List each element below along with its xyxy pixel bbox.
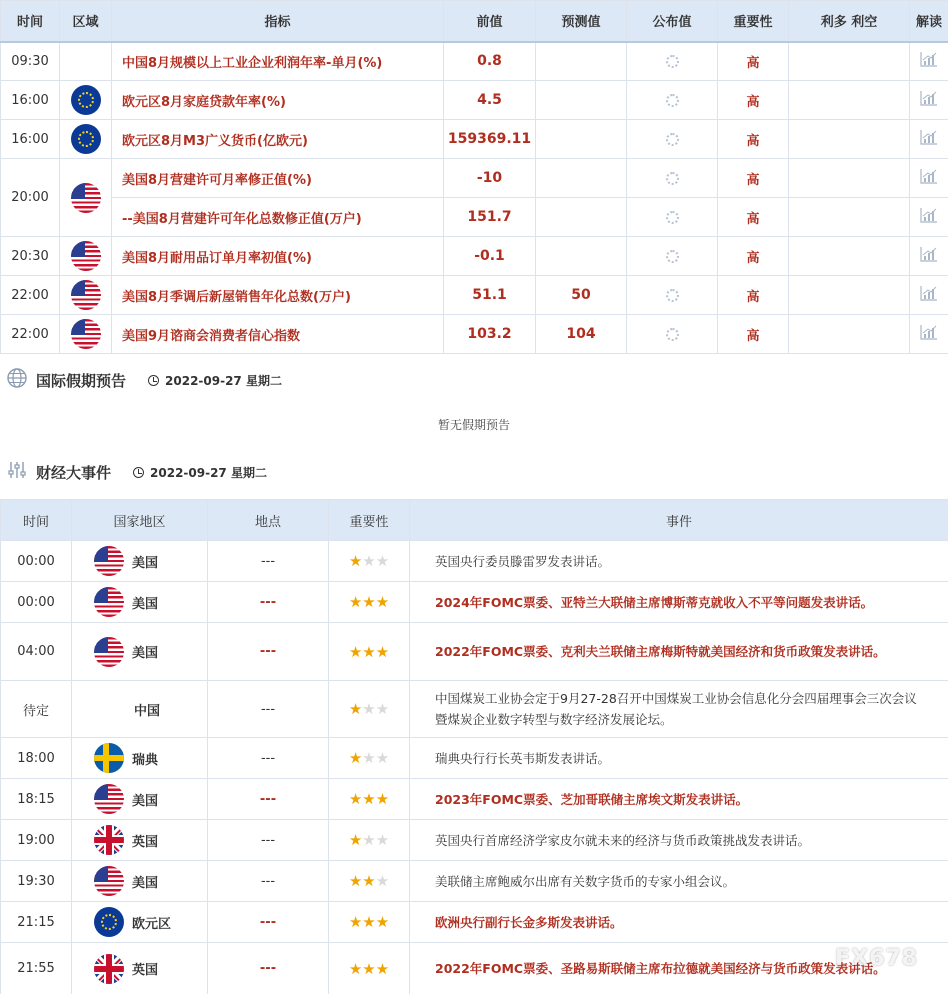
indicator-time: 16:00 [1,120,60,159]
event-place: --- [208,943,329,994]
clock-icon [133,467,144,478]
us-flag-icon [94,637,124,667]
event-country-name: 美国 [132,555,159,571]
event-time: 00:00 [1,541,72,582]
event-country-name: 瑞典 [132,752,159,768]
event-importance [329,902,410,943]
indicator-analysis[interactable] [910,198,948,237]
event-description: 2023年FOMC票委、芝加哥联储主席埃文斯发表讲话。 [410,779,948,820]
event-place: --- [208,820,329,861]
chart-analysis-icon[interactable] [920,129,938,149]
loading-spinner-icon [666,289,679,302]
loading-spinner-icon [666,328,679,341]
event-time: 04:00 [1,623,72,681]
us-flag-icon [71,319,101,349]
star-empty-icon: ★ [362,552,376,570]
importance-stars [349,872,389,890]
col-forecast: 预测值 [536,1,627,42]
indicator-impact [789,42,910,81]
indicator-time: 20:00 [1,159,60,237]
indicator-previous: -0.1 [444,237,536,276]
importance-stars [349,831,389,849]
event-place: --- [208,681,329,738]
eu-flag-icon [71,124,101,154]
eu-flag-icon [94,907,124,937]
sweden-flag-icon [94,743,124,773]
clock-icon [148,375,159,386]
watermark: FX678 [835,946,918,971]
event-country [72,541,208,582]
indicator-name[interactable]: 中国8月规模以上工业企业利润年率-单月(%) [112,42,444,81]
indicator-actual [627,159,718,198]
star-filled-icon: ★ [348,872,363,890]
indicator-actual [627,315,718,354]
indicator-actual [627,42,718,81]
loading-spinner-icon [666,133,679,146]
holiday-empty-message: 暂无假期预告 [437,418,510,432]
event-place: --- [208,779,329,820]
star-filled-icon: ★ [375,913,390,931]
event-description: 美联储主席鲍威尔出席有关数字货币的专家小组会议。 [410,861,948,902]
col-analysis: 解读 [910,1,948,42]
star-empty-icon: ★ [375,700,390,718]
event-time: 19:00 [1,820,72,861]
importance-stars [349,643,389,661]
indicator-row [1,159,948,198]
indicator-row [1,237,948,276]
indicator-time: 20:30 [1,237,60,276]
event-country [72,861,208,902]
importance-stars [349,749,389,767]
globe-icon [6,367,28,393]
event-row [1,681,948,738]
star-filled-icon: ★ [375,642,390,661]
star-filled-icon: ★ [375,959,390,978]
holiday-section-date: 2022-09-27 星期二 [165,373,282,388]
star-empty-icon: ★ [362,749,376,767]
loading-spinner-icon [666,94,679,107]
loading-spinner-icon [666,55,679,68]
event-time: 21:55 [1,943,72,994]
event-row [1,820,948,861]
col-event-time: 时间 [1,500,72,541]
event-row [1,582,948,623]
event-place: --- [208,582,329,623]
event-place: --- [208,738,329,779]
star-filled-icon: ★ [348,749,363,767]
star-filled-icon: ★ [348,790,363,808]
event-place: --- [208,541,329,582]
indicator-impact [789,198,910,237]
event-time: 待定 [1,681,72,738]
col-region: 区域 [60,1,112,42]
loading-spinner-icon [666,172,679,185]
event-description: 英国央行委员滕雷罗发表讲话。 [410,541,948,582]
event-country [72,943,208,994]
indicator-region [60,276,112,315]
indicator-forecast [536,159,627,198]
events-header-row [1,500,948,541]
star-filled-icon: ★ [362,913,376,931]
indicator-forecast [536,81,627,120]
event-country-name: 美国 [132,596,159,612]
indicator-previous: 103.2 [444,315,536,354]
indicator-forecast [536,42,627,81]
holiday-section-header [0,362,948,398]
indicator-time: 16:00 [1,81,60,120]
star-filled-icon: ★ [362,872,376,890]
star-filled-icon: ★ [348,959,363,978]
indicator-forecast [536,120,627,159]
event-description: 2022年FOMC票委、圣路易斯联储主席布拉德就美国经济与货币政策发表讲话。 [410,943,948,994]
event-importance [329,820,410,861]
importance-stars [349,552,389,570]
col-actual: 公布值 [627,1,718,42]
event-country-name: 美国 [132,646,159,661]
event-importance [329,582,410,623]
event-time: 18:15 [1,779,72,820]
importance-stars [349,790,389,808]
event-row [1,623,948,681]
event-country [72,902,208,943]
indicator-previous: 151.7 [444,198,536,237]
chart-analysis-icon[interactable] [920,246,938,266]
event-description: 英国央行首席经济学家皮尔就未来的经济与货币政策挑战发表讲话。 [410,820,948,861]
col-event-country: 国家地区 [72,500,208,541]
event-place: --- [208,623,329,681]
event-country-name: 美国 [132,793,159,809]
star-filled-icon: ★ [348,913,363,931]
indicator-analysis[interactable] [910,276,948,315]
indicator-actual [627,120,718,159]
chart-analysis-icon[interactable] [920,285,938,305]
indicator-region [60,315,112,354]
event-importance [329,738,410,779]
col-importance: 重要性 [718,1,789,42]
indicator-importance: 高 [718,42,789,81]
indicator-row [1,276,948,315]
event-row [1,943,948,994]
event-importance [329,779,410,820]
importance-stars [349,913,389,931]
indicator-row [1,120,948,159]
indicator-analysis[interactable] [910,315,948,354]
us-flag-icon [71,241,101,271]
chart-analysis-icon[interactable] [920,168,938,188]
indicator-analysis[interactable] [910,81,948,120]
indicator-importance: 高 [718,198,789,237]
indicator-impact [789,315,910,354]
indicator-actual [627,276,718,315]
star-empty-icon: ★ [362,831,376,849]
event-country-name: 中国 [134,703,161,719]
indicator-importance: 高 [718,159,789,198]
col-event-importance: 重要性 [329,500,410,541]
indicator-name[interactable]: 美国9月谘商会消费者信心指数 [112,315,444,354]
indicator-name[interactable]: 美国8月耐用品订单月率初值(%) [112,237,444,276]
star-empty-icon: ★ [375,749,390,767]
sliders-icon [6,459,28,485]
indicator-row [1,81,948,120]
indicator-actual [627,237,718,276]
indicator-region [60,120,112,159]
indicator-forecast [536,198,627,237]
indicator-impact [789,276,910,315]
us-flag-icon [94,587,124,617]
indicator-analysis[interactable] [910,120,948,159]
indicator-time: 22:00 [1,315,60,354]
indicator-analysis[interactable] [910,237,948,276]
importance-stars [349,700,389,718]
indicator-region [60,159,112,237]
importance-stars [349,960,389,978]
star-empty-icon: ★ [362,700,376,718]
event-row [1,738,948,779]
star-filled-icon: ★ [348,642,363,661]
us-flag-icon [94,546,124,576]
events-table [0,499,948,994]
us-flag-icon [71,183,101,213]
indicator-forecast [536,237,627,276]
indicator-impact [789,159,910,198]
event-country-name: 美国 [132,875,159,891]
col-event-description: 事件 [410,500,948,541]
indicator-actual [627,81,718,120]
event-row [1,861,948,902]
star-filled-icon: ★ [348,700,363,718]
indicator-region [60,237,112,276]
event-description: 2022年FOMC票委、克利夫兰联储主席梅斯特就美国经济和货币政策发表讲话。 [410,623,948,681]
indicator-previous: 51.1 [444,276,536,315]
indicator-forecast: 104 [536,315,627,354]
event-country-name: 英国 [132,834,159,850]
event-description: 2024年FOMC票委、亚特兰大联储主席博斯蒂克就收入不平等问题发表讲话。 [410,582,948,623]
indicator-time: 22:00 [1,276,60,315]
indicator-body [1,42,948,354]
indicator-table [0,0,948,354]
event-importance [329,623,410,681]
indicator-impact [789,81,910,120]
event-importance [329,861,410,902]
us-flag-icon [71,280,101,310]
indicator-row [1,42,948,81]
event-importance [329,541,410,582]
event-country [72,779,208,820]
star-empty-icon: ★ [375,831,390,849]
indicator-importance: 高 [718,81,789,120]
events-section-title: 财经大事件 [36,463,112,482]
chart-analysis-icon[interactable] [920,90,938,110]
event-place: --- [208,902,329,943]
us-flag-icon [94,866,124,896]
event-time: 21:15 [1,902,72,943]
chart-analysis-icon[interactable] [920,324,938,344]
star-filled-icon: ★ [348,831,363,849]
indicator-previous: 0.8 [444,42,536,81]
indicator-name[interactable]: 欧元区8月M3广义货币(亿欧元) [112,120,444,159]
loading-spinner-icon [666,250,679,263]
event-time: 19:30 [1,861,72,902]
star-filled-icon: ★ [375,790,390,808]
star-empty-icon: ★ [375,872,390,890]
event-description: 中国煤炭工业协会定于9月27-28召开中国煤炭工业协会信息化分会四届理事会三次会议暨煤炭企业数字转型与数字经济发展论坛。 [410,681,948,738]
col-previous: 前值 [444,1,536,42]
event-place: --- [208,861,329,902]
indicator-region [60,81,112,120]
star-filled-icon: ★ [362,959,376,978]
col-time: 时间 [1,1,60,42]
indicator-importance: 高 [718,120,789,159]
event-country [72,820,208,861]
indicator-analysis[interactable] [910,42,948,81]
star-filled-icon: ★ [362,642,376,661]
event-description: 瑞典央行行长英韦斯发表讲话。 [410,738,948,779]
events-body [1,541,948,994]
us-flag-icon [94,784,124,814]
indicator-header-row [1,1,948,42]
indicator-name[interactable]: 美国8月季调后新屋销售年化总数(万户) [112,276,444,315]
indicator-previous: 159369.11 [444,120,536,159]
eu-flag-icon [71,85,101,115]
star-filled-icon: ★ [362,790,376,808]
col-event-place: 地点 [208,500,329,541]
importance-stars [349,593,389,611]
event-importance [329,943,410,994]
event-country [72,582,208,623]
indicator-importance: 高 [718,276,789,315]
indicator-previous: -10 [444,159,536,198]
star-filled-icon: ★ [348,593,363,611]
indicator-importance: 高 [718,237,789,276]
event-time: 00:00 [1,582,72,623]
event-country [72,681,208,738]
loading-spinner-icon [666,211,679,224]
indicator-name[interactable]: 欧元区8月家庭贷款年率(%) [112,81,444,120]
event-description: 欧洲央行副行长金多斯发表讲话。 [410,902,948,943]
event-country [72,623,208,681]
indicator-name[interactable]: 美国8月营建许可月率修正值(%) [112,159,444,198]
event-row [1,541,948,582]
event-row [1,779,948,820]
indicator-name[interactable]: --美国8月营建许可年化总数修正值(万户) [112,198,444,237]
indicator-previous: 4.5 [444,81,536,120]
events-section-date: 2022-09-27 星期二 [150,465,267,480]
indicator-impact [789,237,910,276]
event-importance [329,681,410,738]
uk-flag-icon [94,825,124,855]
event-time: 18:00 [1,738,72,779]
indicator-forecast: 50 [536,276,627,315]
star-filled-icon: ★ [348,552,363,570]
indicator-importance: 高 [718,315,789,354]
star-filled-icon: ★ [362,593,376,611]
indicator-row [1,315,948,354]
chart-analysis-icon[interactable] [920,207,938,227]
chart-analysis-icon[interactable] [920,51,938,71]
col-indicator: 指标 [112,1,444,42]
indicator-impact [789,120,910,159]
star-empty-icon: ★ [375,552,390,570]
indicator-analysis[interactable] [910,159,948,198]
indicator-region [60,42,112,81]
indicator-row [1,198,948,237]
event-country [72,738,208,779]
indicator-actual [627,198,718,237]
uk-flag-icon [94,954,124,984]
events-section-header [0,454,948,490]
holiday-section-title: 国际假期预告 [36,371,127,390]
star-filled-icon: ★ [375,593,390,611]
indicator-time: 09:30 [1,42,60,81]
col-impact: 利多 利空 [789,1,910,42]
event-country-name: 欧元区 [132,916,172,932]
event-row [1,902,948,943]
event-country-name: 英国 [132,963,159,978]
